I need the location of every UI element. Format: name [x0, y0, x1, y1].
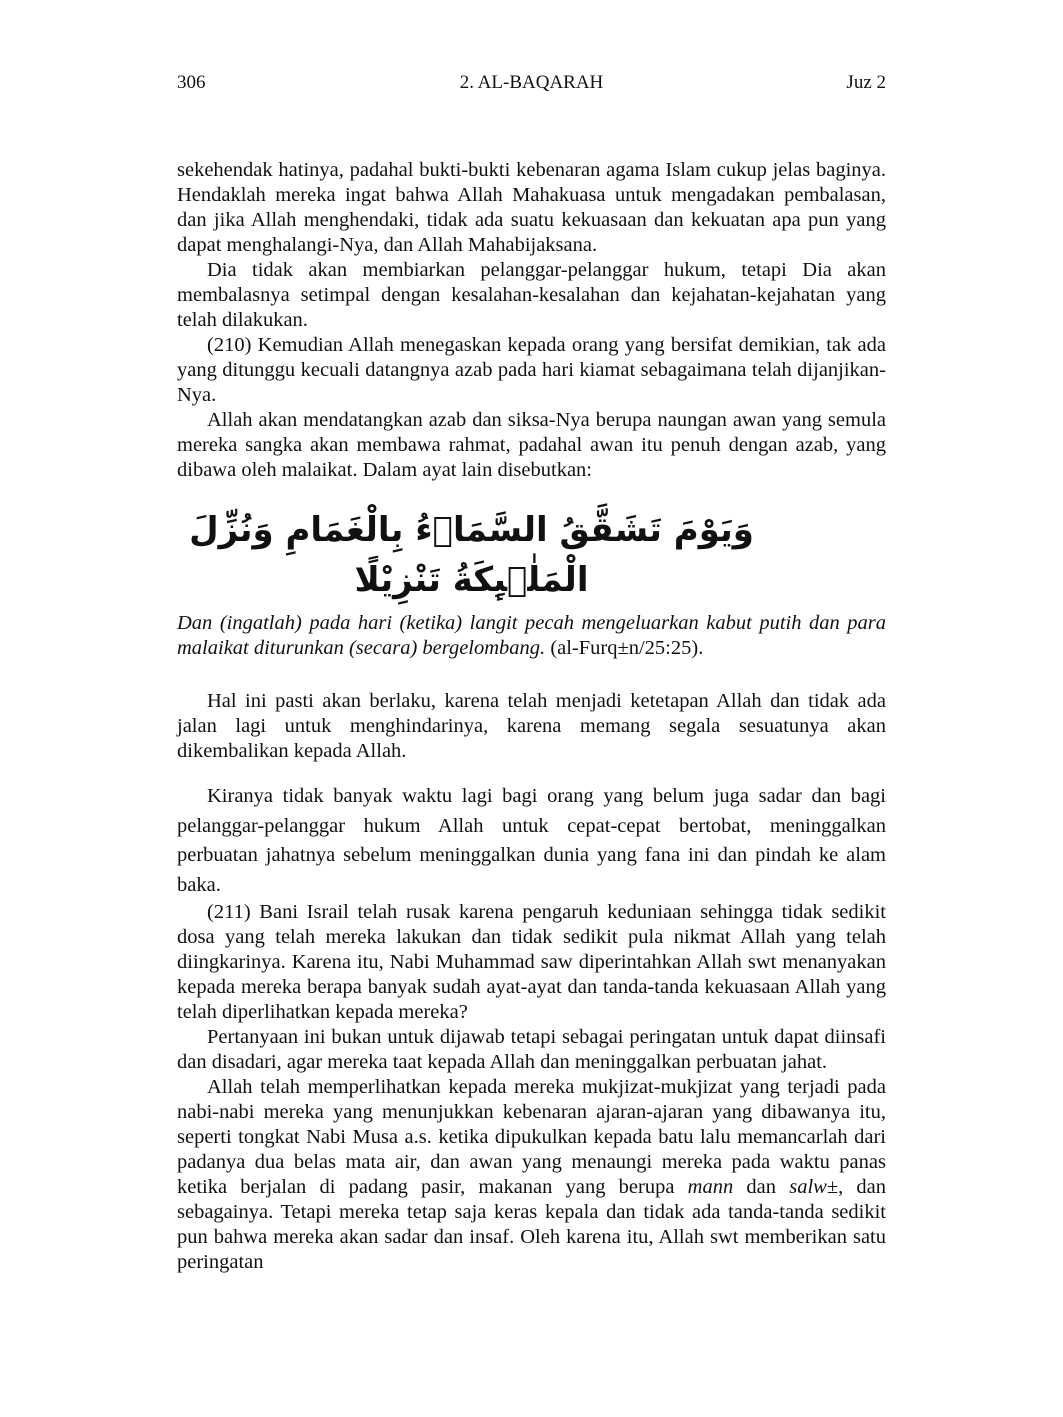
paragraph-6: Kiranya tidak banyak waktu lagi bagi orang yang belum juga sadar dan bagi pelanggar-pelanggar hukum Allah untuk cepat-cepat bertobat, meninggalkan perbuatan jahatnya sebelum meninggalkan dunia yang fana ini dan pindah ke alam baka. — [177, 785, 886, 896]
paragraph-4: Allah akan mendatangkan azab dan siksa-Nya berupa naungan awan yang semula mereka sangka akan membawa rahmat, padahal awan itu penuh dengan azab, yang dibawa oleh malaikat. Dalam ayat lain disebutkan: — [177, 409, 886, 481]
page-header — [177, 72, 886, 102]
paragraph-7: (211) Bani Israil telah rusak karena pengaruh keduniaan sehingga tidak sedikit dosa yang telah mereka lakukan dan tidak sedikit pula nikmat Allah yang telah diingkarinya. Karena itu, Nabi Muhammad saw diperintahkan Allah swt menanyakan kepada mereka berapa banyak sudah ayat-ayat dan tanda-tanda kekuasaan Allah yang telah diperlihatkan kepada mereka? — [177, 901, 886, 1023]
paragraph-3: (210) Kemudian Allah menegaskan kepada orang yang bersifat demikian, tak ada yang ditunggu kecuali datangnya azab pada hari kiamat sebagaimana telah dijanjikan-Nya. — [177, 334, 886, 406]
paragraph-8: Pertanyaan ini bukan untuk dijawab tetapi sebagai peringatan untuk dapat diinsafi dan disadari, agar mereka taat kepada Allah dan meninggalkan perbuatan jahat. — [177, 1026, 886, 1073]
chapter-title: 2. AL-BAQARAH — [459, 72, 604, 93]
paragraph-9-part-1: Allah telah memperlihatkan kepada mereka mukjizat-mukjizat yang terjadi pada nabi-nabi mereka yang menunjukkan kebenaran ajaran-ajaran yang dibawanya itu, seperti tongkat Nabi Musa a.s. ketika dipukulkan kepada batu lalu memancarlah dari padanya dua belas mata air, dan awan yang menaungi mereka pada waktu panas ketika berjalan di padang pasir, makanan yang berupa — [177, 1076, 886, 1198]
paragraph-1: sekehendak hatinya, padahal bukti-bukti kebenaran agama Islam cukup jelas baginya. Hendaklah mereka ingat bahwa Allah Mahakuasa untuk mengadakan pembalasan, dan jika Allah menghendaki, tidak ada suatu kekuasaan dan kekuatan apa pun yang dapat menghalangi-Nya, dan Allah Mahabijaksana. — [177, 159, 886, 256]
verse-translation — [177, 611, 886, 661]
verse-reference: (al-Furq±n/25:25). — [545, 637, 704, 659]
term-salwa: salw± — [789, 1176, 839, 1198]
page-number: 306 — [177, 72, 206, 93]
paragraph-5: Hal ini pasti akan berlaku, karena telah menjadi ketetapan Allah dan tidak ada jalan lagi untuk menghindarinya, karena memang segala sesuatunya akan dikembalikan kepada Allah. — [177, 690, 886, 762]
verse-translation-text: Dan (ingatlah) pada hari (ketika) langit pecah mengeluarkan kabut putih dan para malaikat diturunkan (secara) bergelombang. — [177, 612, 886, 659]
juz-label: Juz 2 — [846, 72, 886, 93]
paragraph-2: Dia tidak akan membiarkan pelanggar-pelanggar hukum, tetapi Dia akan membalasnya setimpal dengan kesalahan-kesalahan dan kejahatan-kejahatan yang telah dilakukan. — [177, 259, 886, 331]
page-body — [177, 158, 886, 1275]
paragraph-9-dan: dan — [733, 1176, 790, 1198]
paragraph-9 — [177, 1075, 886, 1275]
term-mann: mann — [687, 1176, 734, 1198]
quran-verse-arabic: وَيَوْمَ تَشَقَّقُ السَّمَاۤءُ بِالْغَمَامِ وَنُزِّلَ الْمَلٰۤىِٕكَةُ تَنْزِيْلًا — [189, 510, 754, 600]
paragraph-9-part-2: , dan sebagainya. Tetapi mereka tetap saja keras kepala dan tidak ada tanda-tanda sedikit pun bahwa mereka akan sadar dan insaf. Oleh karena itu, Allah swt memberikan satu peringatan — [177, 1176, 887, 1273]
